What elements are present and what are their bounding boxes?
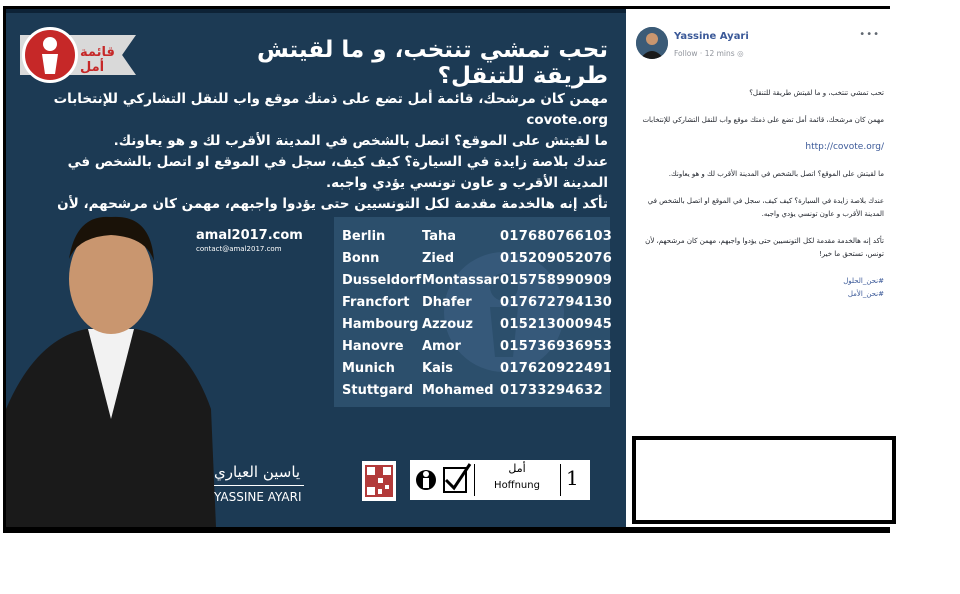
contact-city: Dusseldorf xyxy=(342,273,422,288)
user-avatar-icon xyxy=(636,27,668,59)
contact-city: Francfort xyxy=(342,295,410,310)
poster-paragraph: تأكد إنه هالخدمة مقدمة لكل التونسيين حتى يؤدوا واجبهم، مهمن كان مرشحهم، لأن xyxy=(57,196,608,212)
signature-arabic: ياسين العياري xyxy=(214,463,301,481)
contact-row xyxy=(342,295,613,317)
post-line: تحب تمشي تنتخب، و ما لقيتش طريقة للتنقل؟ xyxy=(749,89,884,97)
contact-phone: 017672794130 xyxy=(500,295,613,310)
contact-city: Berlin xyxy=(342,229,386,244)
contact-phone: 015758990909 xyxy=(500,273,613,288)
campaign-email: contact@amal2017.com xyxy=(196,245,282,253)
logo-text: قائمة أمل xyxy=(80,45,115,75)
contact-row xyxy=(342,383,608,405)
poster-paragraph: مهمن كان مرشحك، قائمة أمل تضع على ذمتك موقع واب للنقل التشاركي للإنتخابات covote.org xyxy=(53,91,608,128)
contact-phone: 01733294632 xyxy=(500,383,603,398)
contact-phone: 017620922491 xyxy=(500,361,613,376)
contact-name: Zied xyxy=(422,251,455,266)
contact-row xyxy=(342,251,613,273)
ballot-check-icon xyxy=(412,460,472,500)
contact-phone: 017680766103 xyxy=(500,229,613,244)
contact-city: Munich xyxy=(342,361,395,376)
contact-name: Dhafer xyxy=(422,295,472,310)
poster-paragraph: ما لقيتش على الموقع؟ اتصل بالشخص في المدينة الأقرب لك و هو يعاونك. xyxy=(113,133,608,149)
more-options-icon[interactable]: ••• xyxy=(859,29,880,40)
ballot-sample xyxy=(410,460,590,500)
signature-latin: YASSINE AYARI xyxy=(214,490,302,504)
contact-phone: 015209052076 xyxy=(500,251,613,266)
ballot-number: 1 xyxy=(566,466,579,490)
poster-headline: تحب تمشي تنتخب، و ما لقيتش طريقة للتنقل؟ xyxy=(256,37,608,89)
contact-phone: 015213000945 xyxy=(500,317,613,332)
candidate-photo xyxy=(6,189,216,527)
contact-row xyxy=(342,339,613,361)
contact-row xyxy=(342,229,613,251)
globe-icon: ◎ xyxy=(737,49,744,58)
post-meta xyxy=(674,49,744,58)
figure-icon xyxy=(25,30,75,80)
signature-divider xyxy=(214,485,304,486)
ballot-separator xyxy=(474,464,475,496)
post-timestamp[interactable]: 12 mins xyxy=(704,49,735,58)
poster-top-stripe xyxy=(6,9,626,13)
contact-name: Amor xyxy=(422,339,461,354)
amal-list-logo xyxy=(20,27,136,85)
poster-paragraph: عندك بلاصة زايدة في السيارة؟ كيف كيف، سجل في الموقع او اتصل بالشخص في المدينة الأقرب و عاون تونسي يؤدي واجبه. xyxy=(67,154,608,191)
contact-city: Stuttgard xyxy=(342,383,414,398)
meta-separator-dot: · xyxy=(699,49,705,58)
qr-code-icon xyxy=(362,461,396,501)
follow-link[interactable]: Follow xyxy=(674,49,698,58)
contact-name: Mohamed xyxy=(422,383,494,398)
contact-city: Hambourg xyxy=(342,317,419,332)
post-hashtags xyxy=(636,275,884,301)
contact-name: Azzouz xyxy=(422,317,473,332)
post-line: مهمن كان مرشحك، قائمة أمل تضع على ذمتك موقع واب للنقل التشاركي للإنتخابات xyxy=(642,116,884,124)
contact-table xyxy=(334,217,613,407)
contact-row xyxy=(342,361,613,383)
ballot-label-arabic: أمل xyxy=(508,462,526,475)
contact-city: Hanovre xyxy=(342,339,404,354)
post-author-name[interactable]: Yassine Ayari xyxy=(674,31,749,42)
contact-row xyxy=(342,317,613,339)
campaign-poster-image xyxy=(6,9,626,527)
ballot-label-german: Hoffnung xyxy=(494,480,540,491)
post-line: ما لقيتش على الموقع؟ اتصل بالشخص في المدينة الأقرب لك و هو يعاونك. xyxy=(668,170,884,178)
redacted-box xyxy=(632,436,896,524)
hashtag-link[interactable]: #نحن_الحلول xyxy=(843,277,884,285)
logo-circle-icon xyxy=(22,27,78,83)
avatar[interactable] xyxy=(636,27,668,59)
hashtag-link[interactable]: #نحن_الأمل xyxy=(847,290,884,298)
contact-phone: 015736936953 xyxy=(500,339,613,354)
post-link[interactable]: http://covote.org/ xyxy=(805,142,884,152)
contact-name: Montassar xyxy=(422,273,499,288)
contact-name: Kais xyxy=(422,361,454,376)
ballot-separator xyxy=(560,464,561,496)
contact-row xyxy=(342,273,613,295)
contact-name: Taha xyxy=(422,229,456,244)
contact-city: Bonn xyxy=(342,251,380,266)
campaign-website: amal2017.com xyxy=(196,228,303,243)
post-line: عندك بلاصة زايدة في السيارة؟ كيف كيف، سجل في الموقع او اتصل بالشخص في المدينة الأقرب و عاون تونسي يؤدي واجبه. xyxy=(647,197,884,218)
post-body xyxy=(636,87,884,315)
post-line: تأكد إنه هالخدمة مقدمة لكل التونسيين حتى يؤدوا واجبهم، مهمن كان مرشحهم، لأن تونس، تستحق ما خير! xyxy=(645,237,884,258)
